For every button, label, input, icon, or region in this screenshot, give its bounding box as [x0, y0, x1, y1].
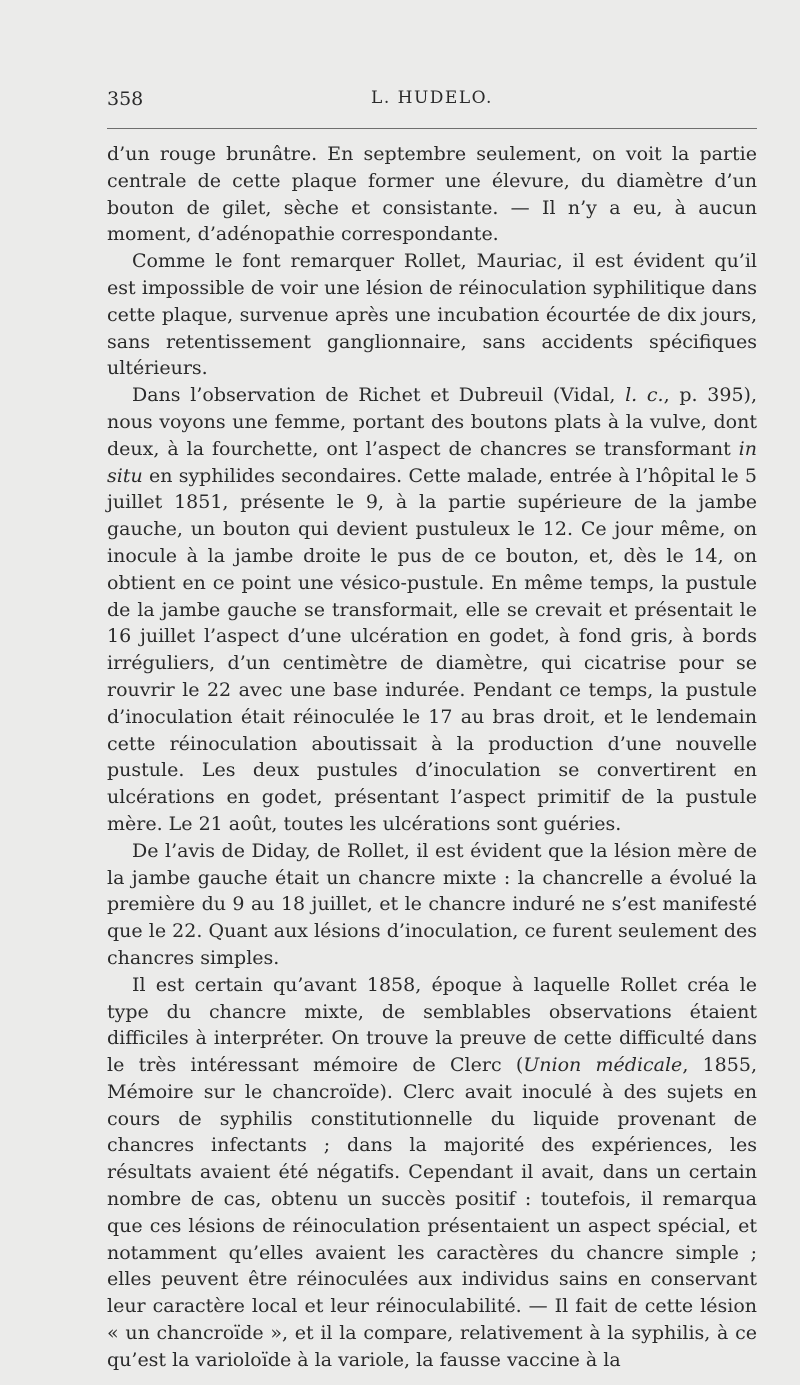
italic-text: Union médicale — [523, 1054, 683, 1077]
paragraph-text: , 1855, Mémoire sur le chancroïde). Clerc avait inoculé à des sujets en cours de syphilis constitutionnelle du liquide provenant de chancres infectants ; dans la majorité des expériences, les résultats avaient été négatifs. Cependant il avait, dans un certain nombre de cas, obtenu un succès positif : toutefois, il remarqua que ces lésions de réinoculation présentaient un aspect spécial, et notamment qu’elles avaient les caractères du chancre simple ; elles peuvent être réinoculées aux individus sains en conservant leur caractère local et leur réinoculabilité. — Il fait de cette lésion « un chancroïde », et il la compare, relativement à la syphilis, à ce qu’est la varioloïde à la variole, la fausse vaccine à la — [107, 1054, 757, 1371]
paragraph-text: Il est certain qu’avant 1858, époque à laquelle Rollet créa le type du chancre mixte, de semblables observations étaient difficiles à interpréter. On trouve la preuve de cette difficulté dans le très intéressant mémoire de Clerc ( — [107, 973, 757, 1077]
running-title: L. HUDELO. — [371, 88, 493, 108]
paragraph-text: , p. 395), nous voyons une femme, portant des boutons plats à la vulve, dont deux, à la fourchette, ont l’aspect de chancres se transformant — [107, 384, 757, 460]
page-header — [107, 88, 757, 118]
paragraph — [107, 382, 757, 838]
paragraph — [107, 972, 757, 1374]
paragraph-text: en syphilides secondaires. Cette malade, entrée à l’hôpital le 5 juillet 1851, présente le 9, à la partie supérieure de la jambe gauche, un bouton qui devient pustuleux le 12. Ce jour même, on inocule à la jambe droite le pus de ce bouton, et, dès le 14, on obtient en ce point une vésico-pustule. En même temps, la pustule de la jambe gauche se transformait, elle se crevait et présentait le 16 juillet l’aspect d’une ulcération en godet, à fond gris, à bords irréguliers, d’un centimètre de diamètre, qui cicatrise pour se rouvrir le 22 avec une base indurée. Pendant ce temps, la pustule d’inoculation était réinoculée le 17 au bras droit, et le lendemain cette réinoculation aboutissait à la production d’une nouvelle pustule. Les deux pustules d’inoculation se convertirent en ulcérations en godet, présentant l’aspect primitif de la pustule mère. Le 21 août, toutes les ulcérations sont guéries. — [107, 464, 757, 835]
italic-text: l. c. — [625, 384, 664, 407]
page-number: 358 — [107, 88, 144, 110]
paragraph-text: d’un rouge brunâtre. En septembre seulement, on voit la partie centrale de cette plaque former une élevure, du diamètre d’un bouton de gilet, sèche et consistante. — Il n’y a eu, à aucun moment, d’adénopathie correspondante. — [107, 143, 757, 246]
body-text — [107, 141, 757, 1374]
paragraph-text: Dans l’observation de Richet et Dubreuil (Vidal, — [132, 384, 626, 407]
paragraph — [107, 141, 757, 248]
paragraph — [107, 838, 757, 972]
paragraph — [107, 248, 757, 382]
paragraph-text: De l’avis de Diday, de Rollet, il est évident que la lésion mère de la jambe gauche était un chancre mixte : la chancrelle a évolué la première du 9 au 18 juillet, et le chancre induré ne s’est manifesté que le 22. Quant aux lésions d’inoculation, ce furent seulement des chancres simples. — [107, 839, 757, 969]
paragraph-text: Comme le font remarquer Rollet, Mauriac, il est évident qu’il est impossible de voir une lésion de réinoculation syphilitique dans cette plaque, survenue après une incubation écourtée de dix jours, sans retentissement ganglionnaire, sans accidents spécifiques ultérieurs. — [107, 250, 757, 380]
italic-text: in situ — [107, 437, 757, 487]
header-rule — [107, 128, 757, 129]
